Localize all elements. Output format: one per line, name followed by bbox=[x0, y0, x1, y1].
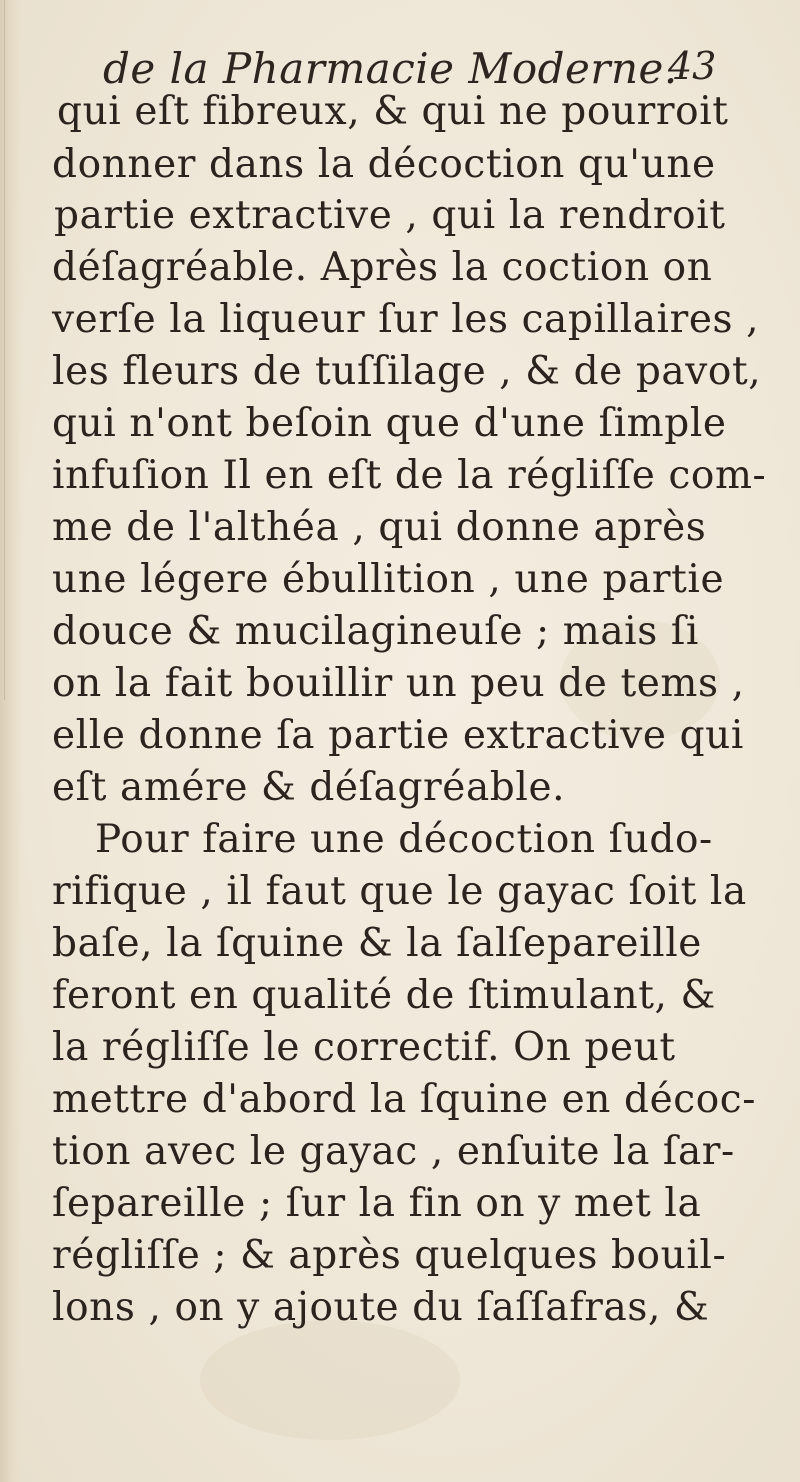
text-line: qui eſt fibreux, & qui ne pourroit bbox=[57, 89, 729, 134]
page-binding-line bbox=[4, 0, 5, 700]
paragraph-start-line: Pour faire une décoction ſudo- bbox=[95, 817, 713, 862]
paper-stain bbox=[200, 1320, 460, 1440]
text-line: lons , on y ajoute du ſaſſafras, & bbox=[52, 1285, 710, 1330]
text-line: me de l'althéa , qui donne après bbox=[52, 505, 707, 550]
text-line: mettre d'abord la ſquine en décoc- bbox=[52, 1077, 757, 1122]
text-line: la régliſſe le correctif. On peut bbox=[52, 1025, 676, 1070]
text-line: douce & mucilagineuſe ; mais ſi bbox=[52, 609, 699, 654]
text-line: on la fait bouillir un peu de tems , bbox=[52, 661, 745, 706]
text-line: les fleurs de tuſſilage , & de pavot, bbox=[52, 349, 762, 394]
text-line: tion avec le gayac , enſuite la ſar- bbox=[52, 1129, 735, 1174]
text-line: verſe la liqueur ſur les capillaires , bbox=[52, 297, 760, 342]
text-line: donner dans la décoction qu'une bbox=[52, 142, 716, 187]
text-line: baſe, la ſquine & la ſalſepareille bbox=[52, 921, 702, 966]
running-title: de la Pharmacie Moderne. bbox=[103, 44, 678, 93]
text-line: ſepareille ; ſur la fin on y met la bbox=[52, 1181, 702, 1226]
text-line: partie extractive , qui la rendroit bbox=[54, 193, 726, 238]
text-line: qui n'ont beſoin que d'une ſimple bbox=[52, 401, 727, 446]
text-line: régliſſe ; & après quelques bouil- bbox=[52, 1233, 727, 1278]
text-line: eſt amére & déſagréable. bbox=[52, 765, 566, 810]
text-line: rifique , il faut que le gayac ſoit la bbox=[52, 869, 747, 914]
text-line: elle donne ſa partie extractive qui bbox=[52, 713, 744, 758]
text-line: feront en qualité de ſtimulant, & bbox=[52, 973, 716, 1018]
page-number: 43 bbox=[668, 44, 717, 88]
text-line: infuſion Il en eſt de la régliſſe com- bbox=[52, 453, 767, 498]
text-line: déſagréable. Après la coction on bbox=[52, 245, 713, 290]
text-line: une légere ébullition , une partie bbox=[52, 557, 725, 602]
